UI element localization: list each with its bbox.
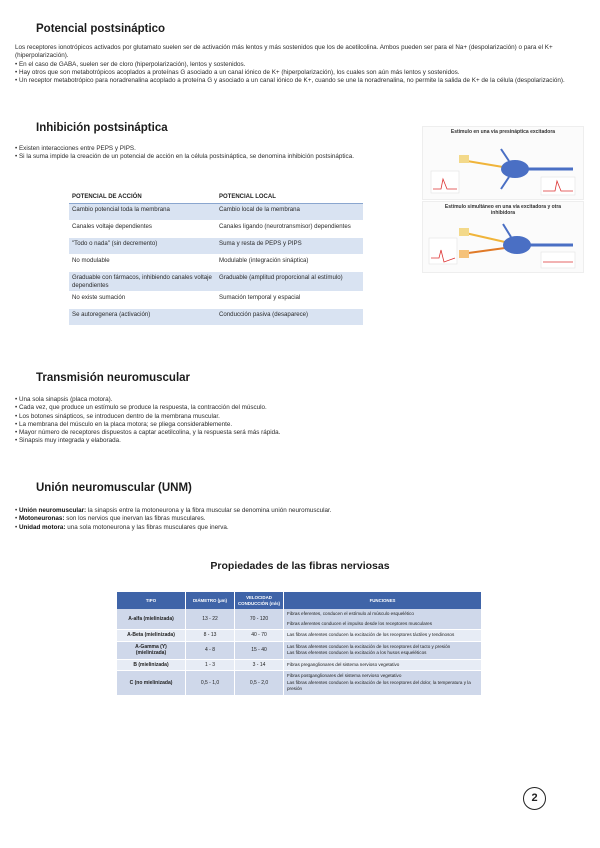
- function-line: Fibras preganglionares del sistema nervioso vegetativo: [287, 661, 400, 667]
- fiber-type: A-Beta (mielinizada): [117, 630, 186, 642]
- fiber-functions: [284, 609, 482, 630]
- table-header-row: [69, 191, 363, 204]
- bullet-list: [15, 396, 575, 446]
- table-cell: Modulable (integración sináptica): [216, 255, 363, 272]
- fiber-functions: [284, 641, 482, 659]
- table-row: [69, 292, 363, 309]
- list-item: [15, 507, 575, 515]
- table-cell: Canales voltaje dependientes: [69, 221, 216, 238]
- neuron-illustration: [423, 202, 583, 272]
- section-title-inhibicion-postsinaptica: Inhibición postsináptica: [36, 122, 168, 134]
- fiber-diameter: 8 - 13: [186, 630, 235, 642]
- table-cell: "Todo o nada" (sin decremento): [69, 238, 216, 255]
- list-item: [15, 515, 575, 523]
- column-header: VELOCIDAD CONDUCCIÓN (m/s): [235, 592, 284, 609]
- table-row: [69, 309, 363, 326]
- column-header: TIPO: [117, 592, 186, 609]
- table-cell: Suma y resta de PEPS y PIPS: [216, 238, 363, 255]
- function-line: Las fibras aferentes conducen la excitación de los receptores del dolor, la temperatura y la presión: [287, 679, 471, 691]
- page-number: 2: [523, 787, 546, 810]
- fiber-velocity: 0,5 - 2,0: [235, 671, 284, 696]
- fiber-type: C (no mielinizada): [117, 671, 186, 696]
- definition: la sinapsis entre la motoneurona y la fibra muscular se denomina unión neuromuscular.: [86, 507, 332, 514]
- function-line: Las fibras eferentes conducen la excitación a los husos esqueléticos: [287, 650, 427, 655]
- list-item: • Mayor número de receptores dispuestos a captar acetilcolina, y la respuesta será más rápida.: [15, 429, 575, 437]
- list-item: • Un receptor metabotrópico para noradrenalina acoplado a proteína G y asociado a un canal iónico de K+, cuando se une la noradrenalina, no permite la salida de K+ de la célula (despolarización).: [15, 77, 585, 85]
- list-item: • Los botones sinápticos, se introducen dentro de la membrana muscular.: [15, 413, 575, 421]
- table-cell: Sumación temporal y espacial: [216, 292, 363, 309]
- table-cell: Graduable (amplitud proporcional al estímulo): [216, 272, 363, 292]
- table-row: [117, 609, 482, 630]
- table-row: [69, 204, 363, 221]
- section-body-transmision: [15, 396, 575, 446]
- fiber-functions: [284, 659, 482, 671]
- neuron-illustration: [423, 127, 583, 199]
- fiber-functions: [284, 671, 482, 696]
- table-cell: No existe sumación: [69, 292, 216, 309]
- column-header: POTENCIAL DE ACCIÓN: [69, 191, 216, 204]
- term: Unión neuromuscular:: [18, 507, 87, 514]
- table-cell: Cambio local de la membrana: [216, 204, 363, 221]
- fiber-diameter: 1 - 3: [186, 659, 235, 671]
- bullet-list: [15, 61, 585, 86]
- function-line: Las fibras aferentes conducen la excitación de los receptores del tacto y presión: [287, 643, 451, 649]
- function-line: Las fibras aferentes conducen la excitación de los receptores táctiles y tendinosos: [287, 632, 455, 637]
- table-row: [117, 659, 482, 671]
- table-row: [117, 630, 482, 642]
- list-item: • En el caso de GABA, suelen ser de cloro (hiperpolarización), lentos y sostenidos.: [15, 61, 585, 69]
- function-line: Fibras eferentes, conducen el estímulo al músculo esquelético: [287, 611, 414, 616]
- section-body-union: [15, 507, 575, 532]
- table-cell: Graduable con fármacos, inhibiendo canales voltaje dependientes: [69, 272, 216, 292]
- column-header: DIÁMETRO (µm): [186, 592, 235, 609]
- list-item: • Cada vez, que produce un estímulo se produce la respuesta, la contracción del músculo.: [15, 404, 575, 412]
- fiber-velocity: 3 - 14: [235, 659, 284, 671]
- bullet-list: [15, 145, 455, 162]
- table-row: [69, 255, 363, 272]
- function-line: Fibras aferentes conducen el impulso desde los receptores musculares: [287, 620, 433, 626]
- list-item: • Una sola sinapsis (placa motora).: [15, 396, 575, 404]
- table-row: [117, 671, 482, 696]
- table-cell: Cambio potencial toda la membrana: [69, 204, 216, 221]
- table-cell: Canales ligando (neurotransmisor) dependientes: [216, 221, 363, 238]
- list-item: • Existen interacciones entre PEPS y PIPS.: [15, 145, 455, 153]
- column-header: POTENCIAL LOCAL: [216, 191, 363, 204]
- list-item: • Hay otros que son metabotrópicos acoplados a proteínas G asociado a un canal iónico de K+ (hiperpolarización), los cuales son aún más lentos y sostenidos.: [15, 69, 585, 77]
- neuron-diagram-excitatory-inhibitory: [422, 201, 584, 273]
- fiber-type: B (mielinizada): [117, 659, 186, 671]
- fiber-type: A-Gamma (Y) (mielinizada): [117, 641, 186, 659]
- table-row: [69, 221, 363, 238]
- neuron-diagram-excitatory: [422, 126, 584, 200]
- table-row: [69, 238, 363, 255]
- table-cell: Se autoregenera (activación): [69, 309, 216, 326]
- fiber-velocity: 70 - 120: [235, 609, 284, 630]
- list-item: • Si la suma impide la creación de un potencial de acción en la célula postsináptica, se denomina inhibición postsináptica.: [15, 153, 455, 161]
- definition: son los nervios que inervan las fibras musculares.: [64, 515, 206, 523]
- diagram-caption: Estímulo en una vía presináptica excitadora: [450, 129, 556, 135]
- fiber-table-title: Propiedades de las fibras nerviosas: [210, 560, 390, 572]
- fiber-functions: [284, 630, 482, 642]
- list-item: • Sinapsis muy integrada y elaborada.: [15, 437, 575, 445]
- diagram-caption: Estímulo simultáneo en una vía excitadora y otra inhibidora: [444, 204, 562, 216]
- list-item: • La membrana del músculo en la placa motora; se pliega considerablemente.: [15, 421, 575, 429]
- section-body-potencial-postsinaptico: [15, 44, 585, 85]
- definition: una sola motoneurona y las fibras musculares que inerva.: [65, 523, 229, 531]
- fiber-velocity: 40 - 70: [235, 630, 284, 642]
- potential-comparison-table: [69, 191, 363, 326]
- section-title-union-neuromuscular: Unión neuromuscular (UNM): [36, 482, 192, 494]
- nerve-fiber-table: [117, 592, 482, 696]
- term: Unidad motora:: [18, 523, 66, 531]
- table-header-row: [117, 592, 482, 609]
- fiber-type: A-alfa (mielinizada): [117, 609, 186, 630]
- function-line: Fibras postganglionares del sistema nervioso vegetativo: [287, 673, 402, 678]
- fiber-diameter: 0,5 - 1,0: [186, 671, 235, 696]
- fiber-velocity: 15 - 40: [235, 641, 284, 659]
- table-cell: No modulable: [69, 255, 216, 272]
- table-row: [69, 272, 363, 292]
- section-title-potencial-postsinaptico: Potencial postsináptico: [36, 23, 166, 35]
- section-title-transmision-neuromuscular: Transmisión neuromuscular: [36, 372, 191, 384]
- table-cell: Conducción pasiva (desaparece): [216, 309, 363, 326]
- paragraph-intro: Los receptores ionotrópicos activados por glutamato suelen ser de activación más lentos y más sostenidos que los de acetilcolina. Ambos pueden ser para el Na+ (despolarización) o para el K+ (hiperpolarización).: [15, 44, 553, 60]
- bullet-list: [15, 507, 575, 532]
- fiber-diameter: 4 - 8: [186, 641, 235, 659]
- column-header: FUNCIONES: [284, 592, 482, 609]
- list-item: [15, 524, 575, 532]
- term: Motoneuronas:: [18, 515, 65, 523]
- section-body-inhibicion: [15, 145, 455, 162]
- fiber-diameter: 13 - 22: [186, 609, 235, 630]
- table-row: [117, 641, 482, 659]
